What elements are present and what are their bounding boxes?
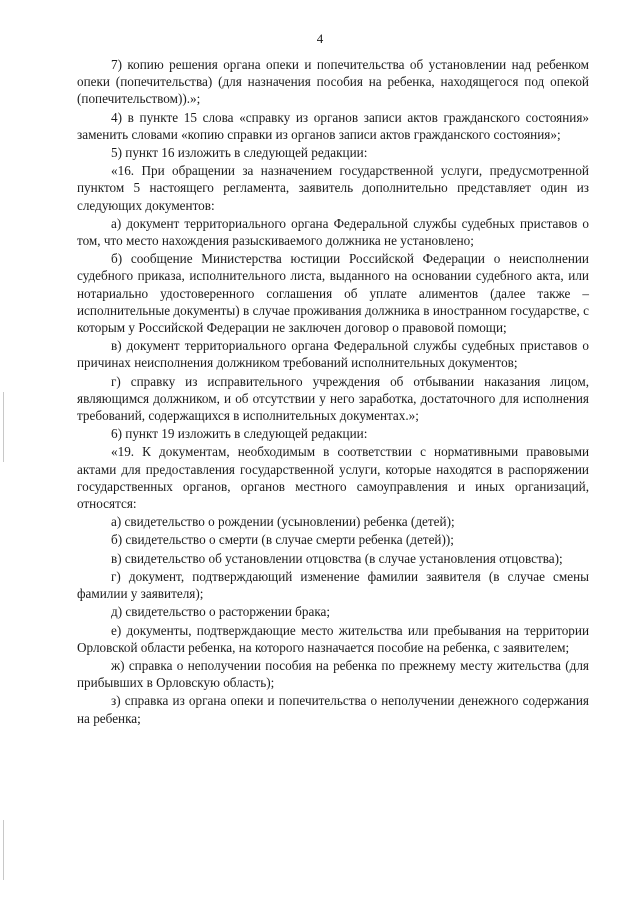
document-body (77, 56, 589, 727)
paragraph: а) свидетельство о рождении (усыновлении) ребенка (детей); (111, 514, 455, 530)
page-number: 4 (316, 31, 324, 46)
paragraph: б) сообщение Министерства юстиции Российской Федерации о неисполнении судебного приказа, исполнительного листа, выданного на основании судебного акта, или нотариально удостоверенного соглашения об уплате алиментов (далее также – исполнительные документы) в случае проживания должника в иностранном государстве, с которым у Российской Федерации не заключен договор о правовой помощи; (77, 251, 589, 336)
paragraph: в) свидетельство об установлении отцовства (в случае установления отцовства); (111, 550, 563, 566)
paragraph: б) свидетельство о смерти (в случае смерти ребенка (детей)); (111, 532, 454, 548)
paragraph: д) свидетельство о расторжении брака; (111, 604, 331, 620)
paragraph: г) документ, подтверждающий изменение фамилии заявителя (в случае смены фамилии у заявителя); (77, 568, 589, 602)
paragraph: з) справка из органа опеки и попечительства о неполучении денежного содержания на ребенка; (77, 693, 589, 726)
paragraph: 6) пункт 19 изложить в следующей редакции: (111, 426, 368, 442)
paragraph: е) документы, подтверждающие место жительства или пребывания на территории Орловской области ребенка, на которого назначается пособие на ребенка, с заявителем; (77, 622, 589, 655)
paragraph: «16. При обращении за назначением государственной услуги, предусмотренной пунктом 5 настоящего регламента, заявитель дополнительно представляет один из следующих документов: (77, 163, 589, 213)
scan-edge-mark (3, 392, 4, 462)
paragraph: а) документ территориального органа Федеральной службы судебных приставов о том, что место нахождения разыскиваемого должника не установлено; (77, 215, 589, 249)
scan-edge-mark (3, 820, 4, 880)
paragraph: 5) пункт 16 изложить в следующей редакции: (111, 145, 368, 161)
paragraph: 4) в пункте 15 слова «справку из органов записи актов гражданского состояния» заменить словами «копию справки из органов записи актов гражданского состояния»; (77, 109, 589, 142)
paragraph: «19. К документам, необходимым в соответствии с нормативными правовыми актами для предоставления государственной услуги, которые находятся в распоряжении государственных органов, органов местного самоуправления и иных организаций, относятся: (77, 444, 589, 512)
paragraph: 7) копию решения органа опеки и попечительства об установлении над ребенком опеки (попечительства) (для назначения пособия на ребенка, находящегося под опекой (попечительством)).»; (77, 57, 589, 107)
paragraph: ж) справка о неполучении пособия на ребенка по прежнему месту жительства (для прибывших в Орловскую область); (77, 657, 589, 691)
paragraph: г) справку из исправительного учреждения об отбывании наказания лицом, являющимся должником, и об отсутствии у него заработка, достаточного для исполнения требований, содержащихся в исполнительных документах.»; (77, 373, 589, 424)
paragraph: в) документ территориального органа Федеральной службы судебных приставов о причинах неисполнения должником требований исполнительных документов; (77, 338, 589, 371)
